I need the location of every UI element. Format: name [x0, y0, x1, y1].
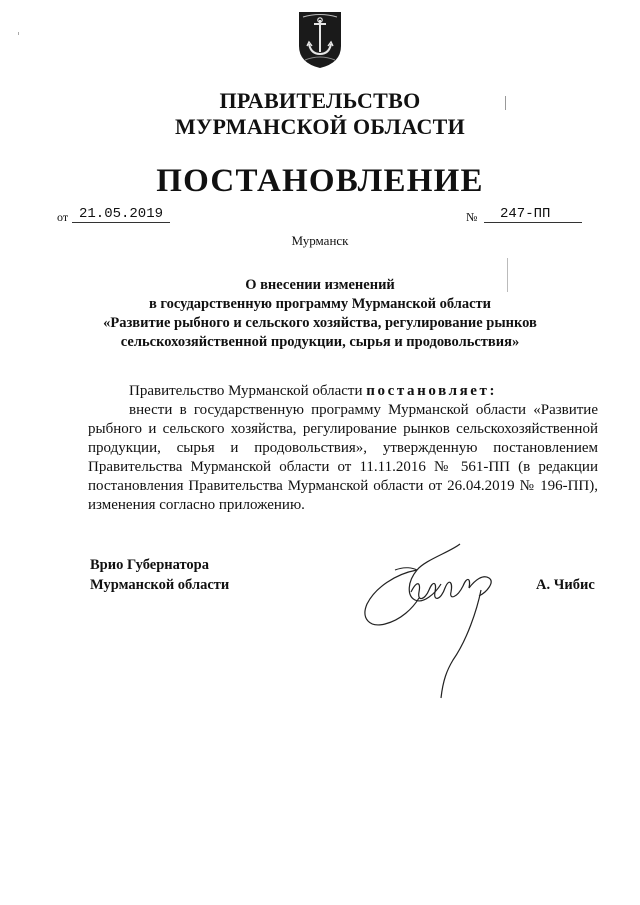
decree-verb: постановляет: — [366, 383, 498, 399]
document-title-line3: «Развитие рыбного и сельского хозяйства, регулирование рынков — [103, 315, 537, 331]
signatory-name: А. Чибис — [536, 577, 595, 593]
document-number: 247-ПП — [500, 206, 551, 222]
document-body — [88, 382, 598, 515]
city-name: Мурманск — [291, 233, 349, 248]
document-date: 21.05.2019 — [72, 206, 170, 223]
document-number-field — [484, 206, 582, 223]
decree-paragraph: внести в государственную программу Мурманской области «Развитие рыбного и сельского хозяйства, регулирование рынков сельскохозяйственной продукции, сырья и продовольствия», утвержденную постановлением Правительства Мурманской области от 11.11.2016 № 561-ПП (в редакции постановления Правительства Мурманской области от 26.04.2019 № 196-ПП), изменения согласно приложению. — [88, 402, 598, 513]
signatory-position-line2: Мурманской области — [90, 577, 230, 593]
document-title-line2: в государственную программу Мурманской области — [148, 296, 492, 312]
org-name-line2: МУРМАНСКОЙ ОБЛАСТИ — [174, 114, 466, 139]
document-title-line4: сельскохозяйственной продукции, сырья и продовольствия» — [120, 334, 520, 350]
date-prefix: от — [57, 210, 69, 224]
signatory-position-line1: Врио Губернатора — [90, 557, 209, 573]
document-title-line1: О внесении изменений — [245, 277, 395, 293]
scan-speck — [507, 258, 508, 292]
scan-speck — [505, 96, 506, 110]
decree-line — [88, 382, 598, 401]
document-type-title: ПОСТАНОВЛЕНИЕ — [156, 163, 484, 199]
coat-of-arms-icon — [295, 8, 345, 70]
org-name-line1: ПРАВИТЕЛЬСТВО — [219, 88, 421, 113]
handwritten-signature — [355, 530, 515, 705]
decree-subject: Правительство Мурманской области — [129, 383, 363, 399]
number-prefix: № — [466, 210, 478, 224]
scan-speck — [18, 32, 19, 35]
